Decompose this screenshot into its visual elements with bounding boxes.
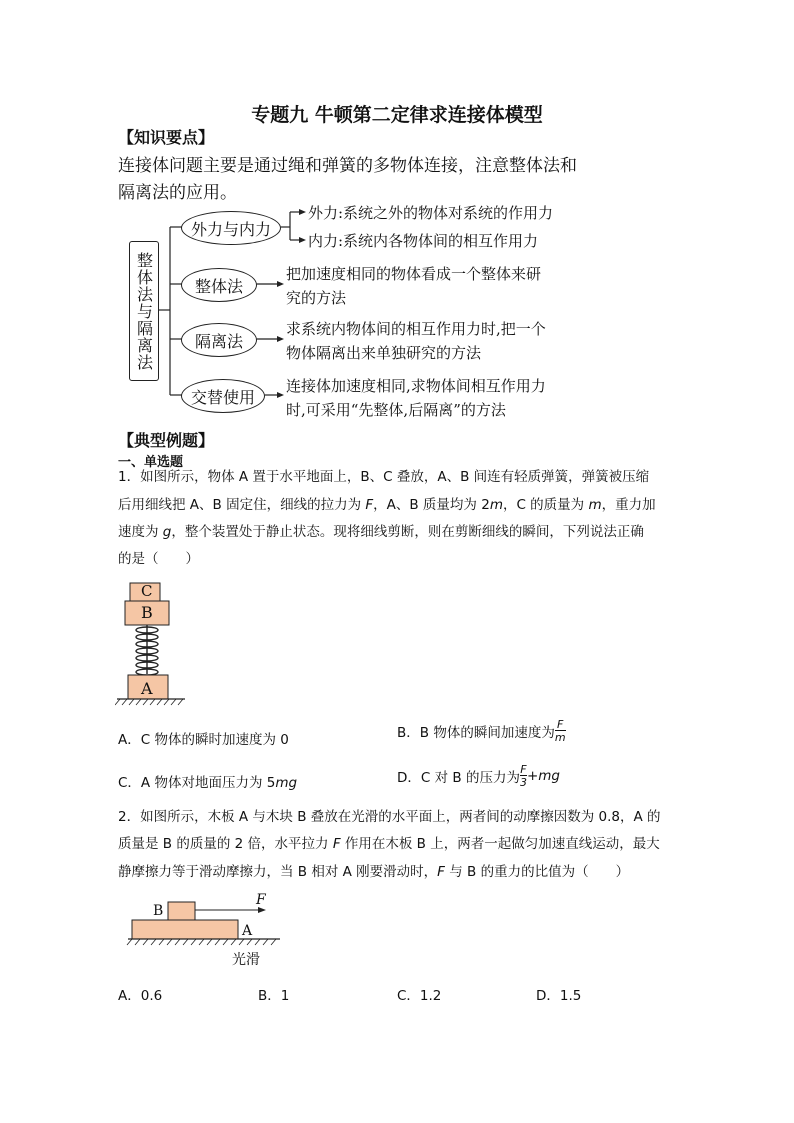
q2-line-2: 质量是 B 的质量的 2 倍，水平拉力 F 作用在木板 B 上，两者一起做匀加速直线运动，最大 <box>118 836 660 852</box>
diagram-branch-alternate <box>181 379 265 413</box>
branch-label: 整体法 <box>194 276 243 296</box>
q1-option-a: A．C 物体的瞬时加速度为 0 <box>118 732 289 748</box>
branch-label: 交替使用 <box>190 387 255 407</box>
q2-option-b: B．1 <box>258 988 290 1004</box>
q2-line-3: 静摩擦力等于滑动摩擦力，当 B 相对 A 刚要滑动时，F 与 B 的重力的比值为（ ） <box>118 864 630 880</box>
branch-4-line-2: 时,可采用“先整体,后隔离”的方法 <box>286 401 506 419</box>
q2-fig-label-f: F <box>256 892 266 908</box>
section-knowledge-heading: 【知识要点】 <box>118 128 215 147</box>
q1-fig-label-c: C <box>141 582 153 600</box>
diagram-root: 整体法与隔离法 <box>129 241 159 381</box>
branch-1-line-1: 外力:系统之外的物体对系统的作用力 <box>308 204 554 222</box>
branch-label: 隔离法 <box>194 331 243 351</box>
q2-fig-label-b: B <box>153 903 164 919</box>
q1-spring-figure <box>115 575 195 710</box>
q2-line-1: 2．如图所示，木板 A 与木块 B 叠放在光滑的水平面上，两者间的动摩擦因数为 0.8，A 的 <box>118 809 661 825</box>
q1-line-1: 1．如图所示，物体 A 置于水平地面上，B、C 叠放，A、B 间连有轻质弹簧，弹簧被压缩 <box>118 469 650 485</box>
q1-fig-label-b: B <box>141 603 153 622</box>
q1-option-b: B．B 物体的瞬间加速度为 $\frac{F}{m}$ <box>397 718 566 744</box>
branch-3-line-1: 求系统内物体间的相互作用力时,把一个 <box>286 320 546 338</box>
section-examples-heading: 【典型例题】 <box>118 431 215 450</box>
q1-line-2: 后用细线把 A、B 固定住，细线的拉力为 F，A、B 质量均为 2m，C 的质量为 m，重力加 <box>118 497 656 513</box>
q2-option-a: A．0.6 <box>118 988 163 1004</box>
diagram-branch-isolation <box>181 323 257 357</box>
q2-fig-label-ground: 光滑 <box>232 952 260 968</box>
q2-option-d: D．1.5 <box>536 988 582 1004</box>
branch-4-line-1: 连接体加速度相同,求物体间相互作用力 <box>286 377 546 395</box>
q1-fig-label-a: A <box>141 679 153 698</box>
intro-line-2: 隔离法的应用。 <box>118 183 237 203</box>
branch-2-line-2: 究的方法 <box>286 289 347 307</box>
branch-1-line-2: 内力:系统内各物体间的相互作用力 <box>308 232 539 250</box>
page-title: 专题九 牛顿第二定律求连接体模型 <box>251 104 543 126</box>
intro-line-1: 连接体问题主要是通过绳和弹簧的多物体连接，注意整体法和 <box>118 156 577 176</box>
branch-2-line-1: 把加速度相同的物体看成一个整体来研 <box>286 265 542 283</box>
branch-3-line-2: 物体隔离出来单独研究的方法 <box>286 344 482 362</box>
q2-fig-label-a: A <box>242 923 253 939</box>
q1-line-4: 的是（ ） <box>118 551 199 567</box>
subsection-heading: 一、单选题 <box>118 455 184 470</box>
diagram-branch-external-internal <box>181 211 281 245</box>
branch-label: 外力与内力 <box>190 219 271 239</box>
q2-option-c: C．1.2 <box>397 988 442 1004</box>
q1-option-d: D．C 对 B 的压力为 $\frac{F}{3}$ +mg <box>397 763 561 789</box>
diagram-branch-whole <box>181 268 257 302</box>
q1-line-3: 速度为 g，整个装置处于静止状态。现将细线剪断，则在剪断细线的瞬间，下列说法正确 <box>118 524 644 540</box>
q1-option-c: C．A 物体对地面压力为 5mg <box>118 775 298 791</box>
